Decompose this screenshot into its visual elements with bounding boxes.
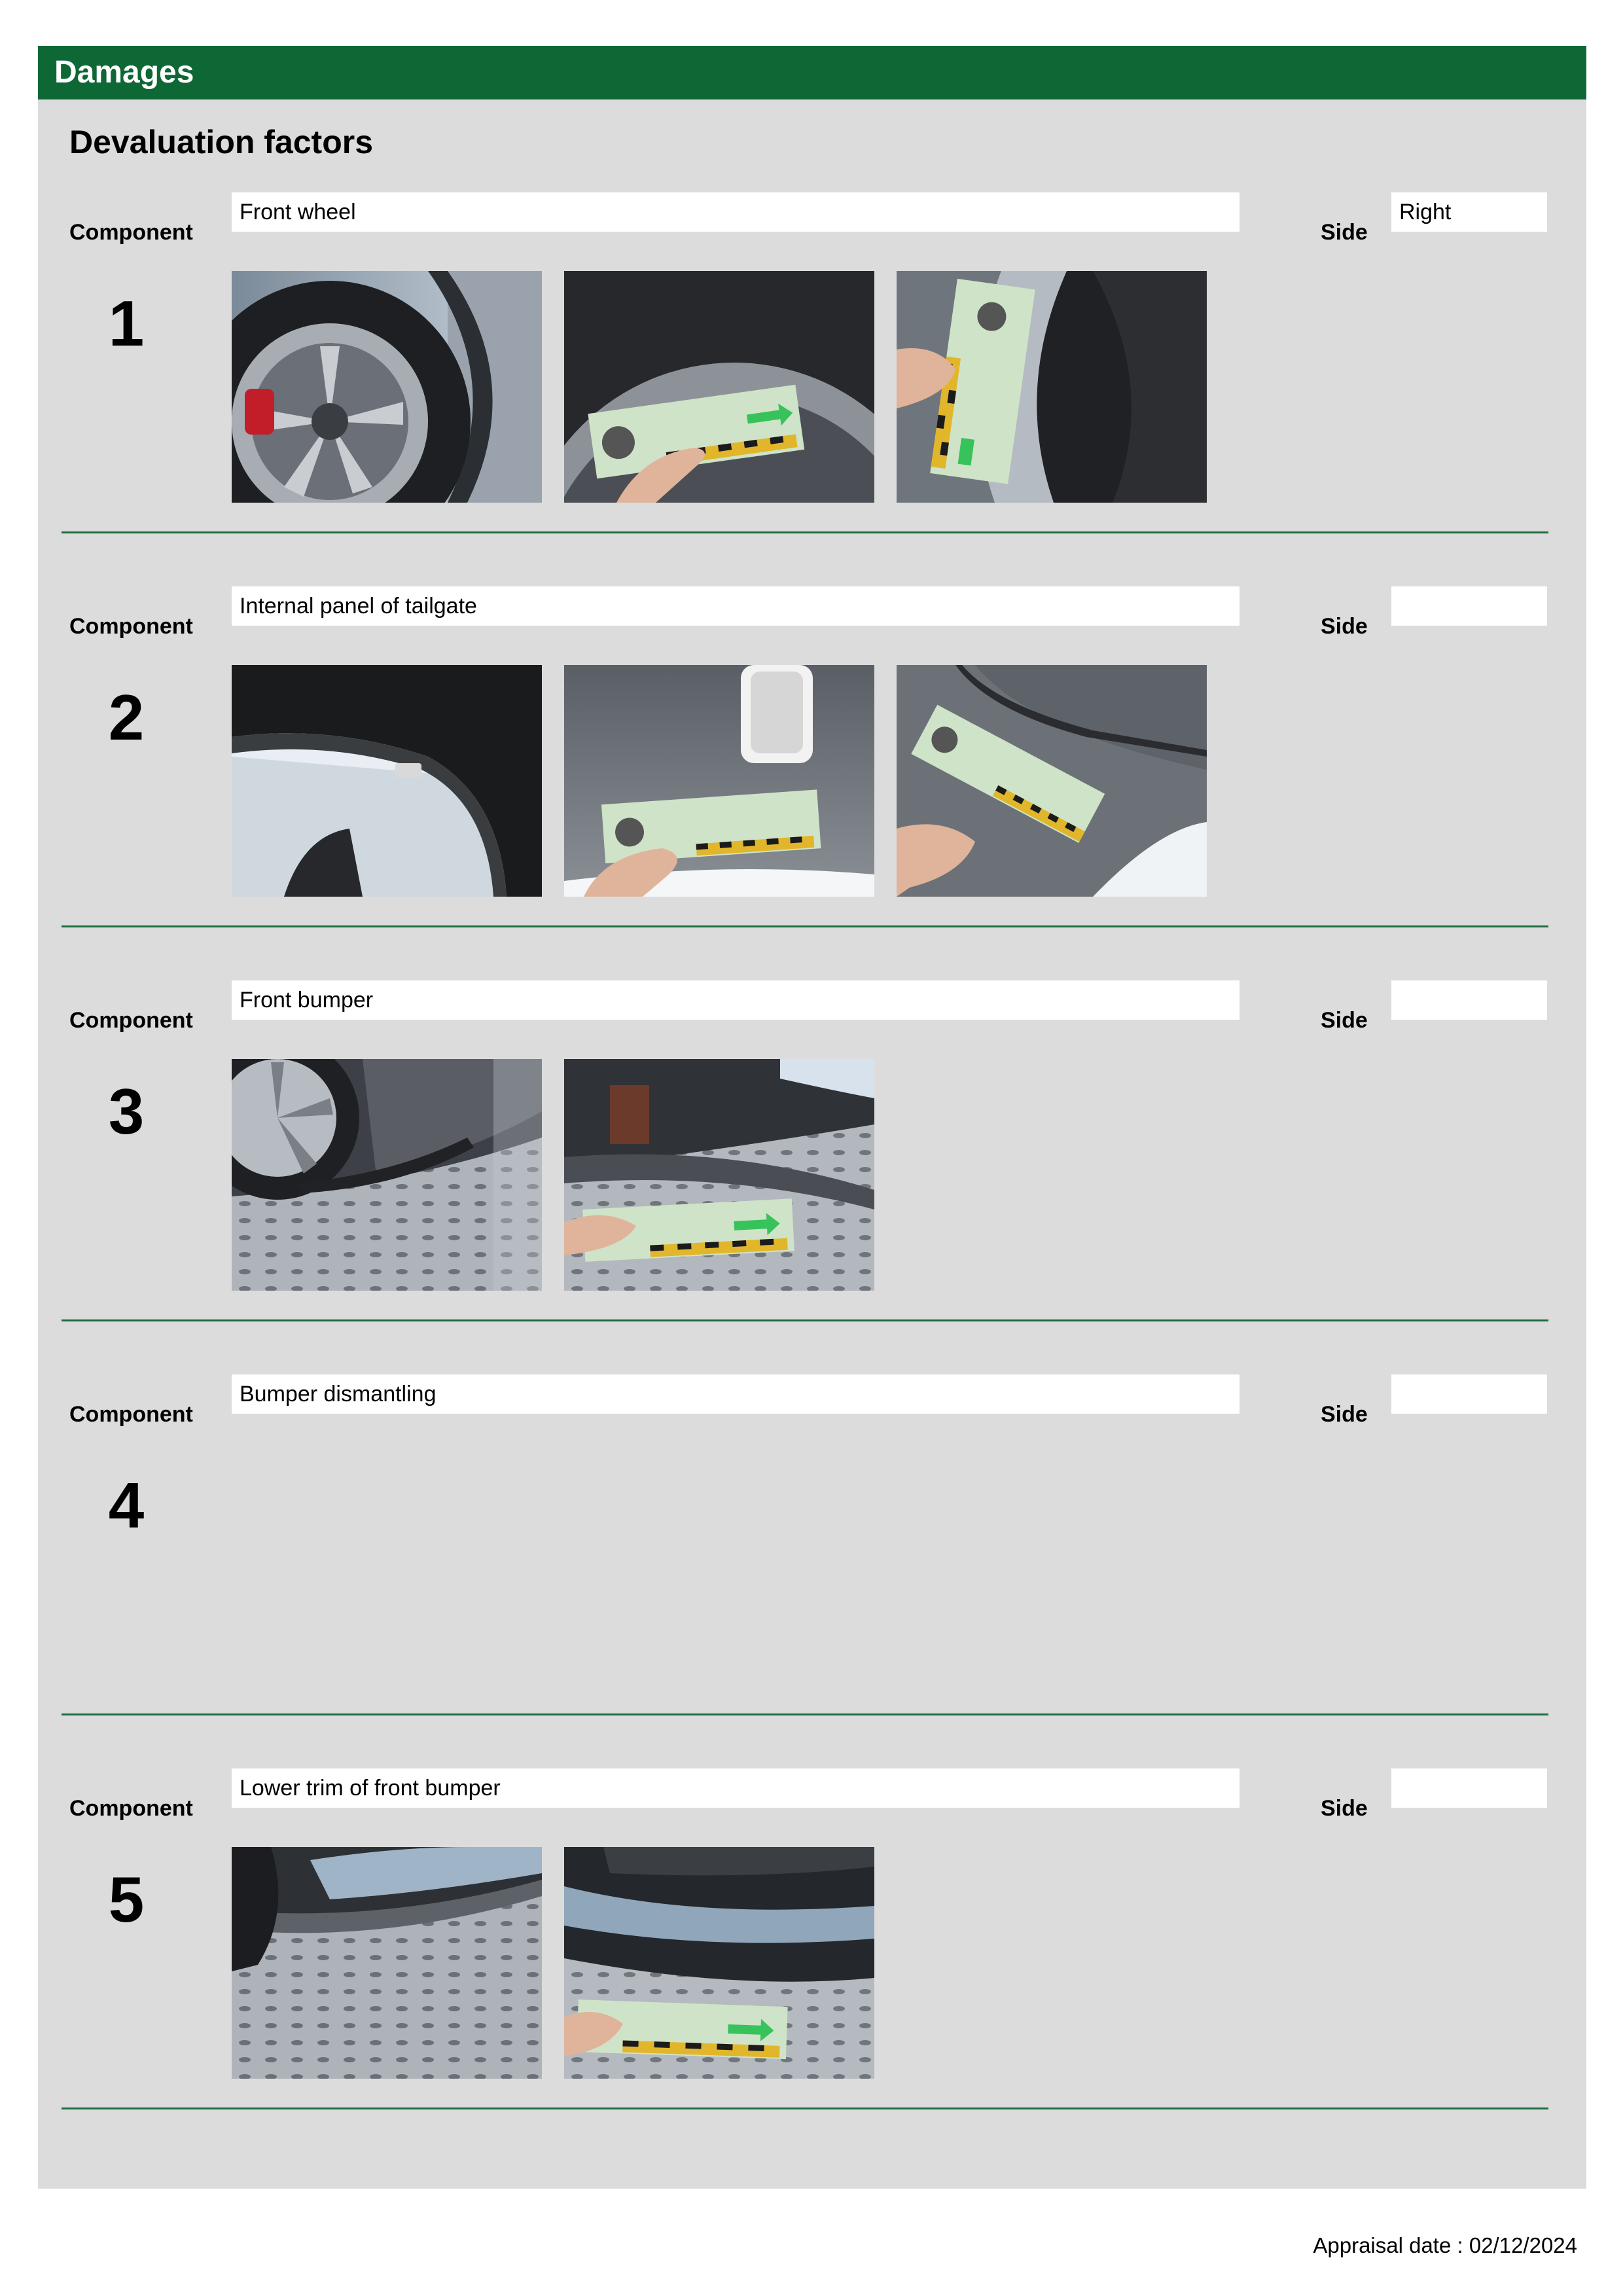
tailgate-panel-gauge-photo[interactable]: [564, 665, 874, 897]
side-label: Side: [1321, 1402, 1368, 1427]
section-subtitle: Devaluation factors: [69, 124, 374, 160]
devaluation-panel: [38, 99, 1586, 2189]
component-label: Component: [69, 1796, 193, 1821]
item-divider: [62, 531, 1548, 533]
side-label: Side: [1321, 1008, 1368, 1033]
damage-item-3: [38, 980, 1586, 1374]
tailgate-interior-photo[interactable]: [232, 665, 542, 897]
damage-item-4: [38, 1374, 1586, 1768]
component-label: Component: [69, 220, 193, 245]
damage-item-5: [38, 1768, 1586, 2162]
rim-gauge-closeup-photo[interactable]: [897, 271, 1207, 503]
side-field: Right: [1391, 192, 1547, 232]
side-label: Side: [1321, 220, 1368, 245]
lower-trim-photo[interactable]: [232, 1847, 542, 2079]
section-header: Damages: [38, 46, 1586, 99]
side-field: [1391, 586, 1547, 626]
item-number: 1: [108, 287, 145, 359]
side-field: [1391, 1374, 1547, 1414]
damage-item-2: [38, 586, 1586, 980]
tyre-rim-gauge-photo[interactable]: [564, 271, 874, 503]
component-field: Front wheel: [232, 192, 1240, 232]
damage-item-1: [38, 192, 1586, 586]
side-field: [1391, 1768, 1547, 1808]
item-divider: [62, 925, 1548, 927]
component-label: Component: [69, 1008, 193, 1033]
component-label: Component: [69, 1402, 193, 1427]
component-field: Internal panel of tailgate: [232, 586, 1240, 626]
tailgate-edge-gauge-photo[interactable]: [897, 665, 1207, 897]
appraisal-date: Appraisal date : 02/12/2024: [1313, 2233, 1577, 2257]
item-divider: [62, 1319, 1548, 1321]
side-field: [1391, 980, 1547, 1020]
wheel-photo[interactable]: [232, 271, 542, 503]
front-bumper-photo[interactable]: [232, 1059, 542, 1291]
component-field: Bumper dismantling: [232, 1374, 1240, 1414]
item-divider: [62, 1713, 1548, 1715]
item-number: 4: [108, 1469, 145, 1541]
item-number: 5: [108, 1863, 145, 1935]
item-divider: [62, 2108, 1548, 2109]
side-label: Side: [1321, 614, 1368, 639]
component-label: Component: [69, 614, 193, 639]
item-number: 3: [108, 1075, 145, 1147]
component-field: Lower trim of front bumper: [232, 1768, 1240, 1808]
lower-trim-gauge-photo[interactable]: [564, 1847, 874, 2079]
side-label: Side: [1321, 1796, 1368, 1821]
component-field: Front bumper: [232, 980, 1240, 1020]
item-number: 2: [108, 681, 145, 753]
front-bumper-gauge-photo[interactable]: [564, 1059, 874, 1291]
